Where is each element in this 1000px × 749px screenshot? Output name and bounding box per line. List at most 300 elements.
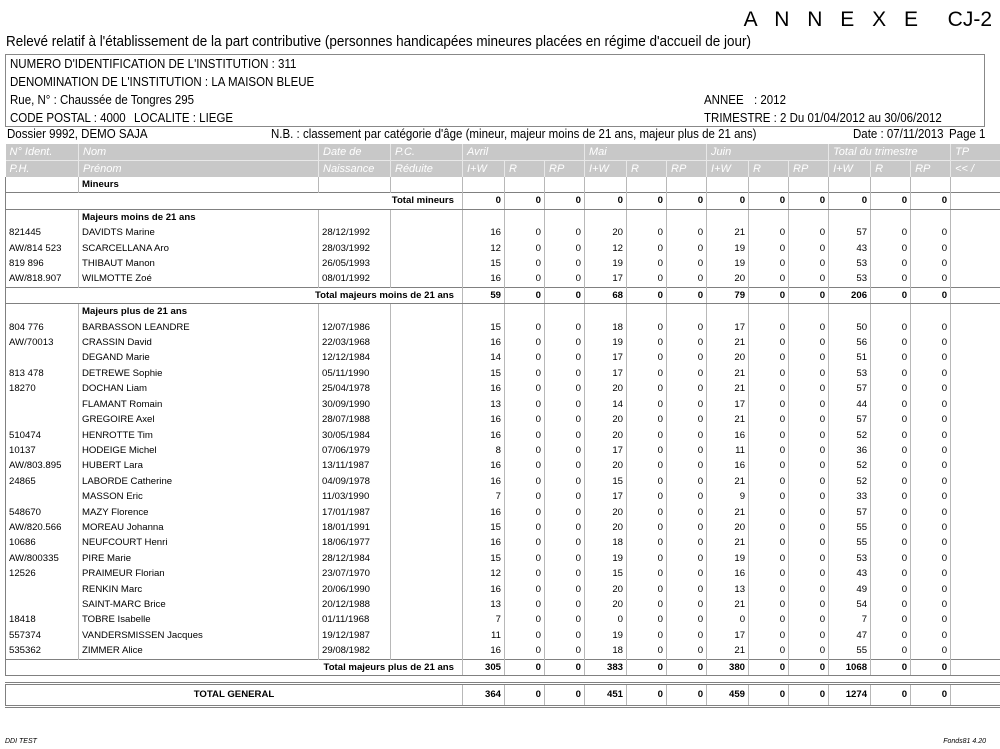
name-cell: NEUFCOURT Henri (79, 535, 319, 550)
value-cell: 0 (871, 412, 911, 427)
value-cell: 16 (463, 505, 505, 520)
table-row (6, 458, 1000, 473)
name-cell: CRASSIN David (79, 335, 319, 350)
value-cell: 0 (871, 397, 911, 412)
value-cell: 0 (545, 225, 585, 240)
value-cell: 19 (707, 241, 749, 256)
value-cell: 14 (463, 350, 505, 365)
ident-cell: 510474 (6, 428, 79, 443)
value-cell: 0 (545, 489, 585, 504)
value-cell: 19 (585, 335, 627, 350)
pc-cell (391, 612, 463, 627)
col-avril-r: R (505, 161, 545, 178)
value-cell: 0 (627, 193, 667, 209)
value-cell: 0 (505, 505, 545, 520)
value-cell: 16 (463, 271, 505, 287)
value-cell: 0 (545, 659, 585, 675)
value-cell: 0 (505, 241, 545, 256)
value-cell: 0 (627, 241, 667, 256)
value-cell: 0 (667, 241, 707, 256)
grand-total-row (6, 684, 1000, 707)
value-cell: 16 (463, 474, 505, 489)
pc-cell (391, 474, 463, 489)
value-cell: 14 (585, 397, 627, 412)
value-cell: 9 (707, 489, 749, 504)
value-cell: 13 (707, 582, 749, 597)
tp-cell (951, 520, 1000, 535)
cell (391, 304, 463, 320)
value-cell: 0 (707, 612, 749, 627)
ident-cell (6, 350, 79, 365)
value-cell: 0 (627, 350, 667, 365)
value-cell: 49 (829, 582, 871, 597)
ident-cell: AW/820.566 (6, 520, 79, 535)
pc-cell (391, 535, 463, 550)
section-title-row (6, 209, 1000, 225)
value-cell: 0 (505, 366, 545, 381)
table-row (6, 566, 1000, 581)
pc-cell (391, 443, 463, 458)
value-cell: 16 (463, 335, 505, 350)
value-cell: 7 (463, 612, 505, 627)
col-mai-rp: RP (667, 161, 707, 178)
value-cell: 0 (789, 597, 829, 612)
value-cell: 21 (707, 505, 749, 520)
value-cell: 0 (545, 428, 585, 443)
value-cell: 0 (871, 659, 911, 675)
name-cell: HUBERT Lara (79, 458, 319, 473)
value-cell: 0 (789, 474, 829, 489)
pc-cell (391, 566, 463, 581)
tp-cell (951, 381, 1000, 396)
value-cell: 0 (749, 535, 789, 550)
value-cell: 0 (505, 381, 545, 396)
value-cell: 0 (911, 350, 951, 365)
value-cell: 0 (667, 458, 707, 473)
value-cell: 0 (545, 566, 585, 581)
value-cell: 0 (911, 381, 951, 396)
value-cell: 0 (627, 412, 667, 427)
subtotal-label: Total majeurs plus de 21 ans (6, 659, 463, 675)
value-cell: 1274 (829, 684, 871, 707)
col-juin: Juin (707, 144, 829, 161)
value-cell: 0 (667, 193, 707, 209)
value-cell: 0 (627, 566, 667, 581)
name-cell: PIRE Marie (79, 551, 319, 566)
value-cell: 0 (667, 628, 707, 643)
value-cell: 0 (749, 597, 789, 612)
tp-cell (951, 551, 1000, 566)
tp-cell (951, 474, 1000, 489)
cell (391, 209, 463, 225)
tp-cell (951, 350, 1000, 365)
value-cell: 0 (667, 474, 707, 489)
cell (911, 304, 951, 320)
cell (789, 209, 829, 225)
ident-cell: 819 896 (6, 256, 79, 271)
pc-cell (391, 505, 463, 520)
table-row (6, 271, 1000, 287)
pc-cell (391, 551, 463, 566)
cell (911, 209, 951, 225)
col-avril-iw: I+W (463, 161, 505, 178)
value-cell: 0 (789, 287, 829, 303)
value-cell: 0 (871, 287, 911, 303)
value-cell: 0 (667, 350, 707, 365)
tp-cell (951, 458, 1000, 473)
table-row (6, 474, 1000, 489)
value-cell: 8 (463, 443, 505, 458)
value-cell: 20 (585, 597, 627, 612)
value-cell: 0 (505, 443, 545, 458)
value-cell: 0 (911, 597, 951, 612)
value-cell: 0 (789, 458, 829, 473)
value-cell: 0 (505, 225, 545, 240)
ident-cell: 821445 (6, 225, 79, 240)
value-cell: 0 (505, 551, 545, 566)
value-cell: 0 (627, 597, 667, 612)
value-cell: 0 (789, 551, 829, 566)
value-cell: 19 (707, 256, 749, 271)
value-cell: 7 (463, 489, 505, 504)
value-cell: 0 (505, 566, 545, 581)
value-cell: 0 (911, 225, 951, 240)
value-cell: 0 (749, 582, 789, 597)
value-cell: 0 (627, 659, 667, 675)
value-cell: 16 (707, 566, 749, 581)
pc-cell (391, 520, 463, 535)
pc-cell (391, 582, 463, 597)
value-cell: 0 (667, 505, 707, 520)
value-cell: 0 (911, 271, 951, 287)
pc-cell (391, 256, 463, 271)
col-juin-r: R (749, 161, 789, 178)
value-cell: 0 (871, 350, 911, 365)
col-total-r: R (871, 161, 911, 178)
cell (749, 209, 789, 225)
value-cell: 0 (627, 271, 667, 287)
value-cell: 21 (707, 535, 749, 550)
value-cell: 0 (627, 520, 667, 535)
tp-cell (951, 489, 1000, 504)
cell (463, 209, 505, 225)
value-cell: 0 (749, 397, 789, 412)
cell (707, 177, 749, 193)
cell (829, 177, 871, 193)
value-cell: 0 (911, 287, 951, 303)
value-cell: 0 (871, 597, 911, 612)
value-cell: 20 (585, 225, 627, 240)
value-cell: 15 (585, 566, 627, 581)
cell (749, 177, 789, 193)
col-total-iw: I+W (829, 161, 871, 178)
value-cell: 16 (463, 643, 505, 659)
value-cell: 0 (871, 366, 911, 381)
value-cell: 0 (505, 350, 545, 365)
value-cell: 0 (911, 684, 951, 707)
page-number: Page 1 (949, 127, 986, 141)
value-cell: 0 (911, 458, 951, 473)
value-cell: 0 (749, 320, 789, 335)
value-cell: 0 (667, 659, 707, 675)
tp-cell (951, 535, 1000, 550)
dob-cell: 18/01/1991 (319, 520, 391, 535)
value-cell: 0 (505, 320, 545, 335)
value-cell: 0 (545, 535, 585, 550)
value-cell: 0 (789, 659, 829, 675)
value-cell: 15 (463, 320, 505, 335)
dob-cell: 23/07/1970 (319, 566, 391, 581)
year-label: ANNEE (704, 93, 744, 107)
value-cell: 50 (829, 320, 871, 335)
tp-cell (951, 628, 1000, 643)
value-cell: 20 (585, 458, 627, 473)
value-cell: 0 (749, 684, 789, 707)
value-cell: 0 (871, 520, 911, 535)
tp-cell (951, 193, 1000, 209)
col-tp-sub: << / (951, 161, 1000, 178)
value-cell: 21 (707, 225, 749, 240)
value-cell: 0 (545, 193, 585, 209)
cell (319, 209, 391, 225)
table-row (6, 350, 1000, 365)
value-cell: 0 (667, 643, 707, 659)
ident-cell: AW/800335 (6, 551, 79, 566)
value-cell: 0 (911, 628, 951, 643)
value-cell: 0 (505, 612, 545, 627)
value-cell: 12 (463, 241, 505, 256)
tp-cell (951, 428, 1000, 443)
value-cell: 0 (667, 566, 707, 581)
value-cell: 0 (911, 335, 951, 350)
name-cell: VANDERSMISSEN Jacques (79, 628, 319, 643)
value-cell: 0 (545, 381, 585, 396)
cell (505, 209, 545, 225)
cell (707, 209, 749, 225)
value-cell: 21 (707, 335, 749, 350)
value-cell: 0 (627, 287, 667, 303)
ident-cell: 557374 (6, 628, 79, 643)
dob-cell: 22/03/1968 (319, 335, 391, 350)
ident-cell: AW/814 523 (6, 241, 79, 256)
value-cell: 0 (667, 489, 707, 504)
name-cell: MASSON Eric (79, 489, 319, 504)
value-cell: 11 (463, 628, 505, 643)
value-cell: 0 (871, 335, 911, 350)
pc-cell (391, 366, 463, 381)
footer-left: DDI TEST (5, 738, 37, 745)
value-cell: 79 (707, 287, 749, 303)
spacer-cell (6, 676, 1000, 684)
value-cell: 12 (585, 241, 627, 256)
value-cell: 53 (829, 551, 871, 566)
value-cell: 0 (545, 397, 585, 412)
value-cell: 44 (829, 397, 871, 412)
value-cell: 0 (789, 612, 829, 627)
cell (951, 304, 1000, 320)
report-title: Relevé relatif à l'établissement de la part contributive (personnes handicapées mineures placées en régime d'accueil de jour) (6, 34, 751, 50)
table-body (6, 177, 1000, 707)
table-row (6, 628, 1000, 643)
value-cell: 0 (789, 582, 829, 597)
value-cell: 0 (789, 428, 829, 443)
value-cell: 0 (911, 366, 951, 381)
value-cell: 0 (789, 535, 829, 550)
dob-cell: 20/06/1990 (319, 582, 391, 597)
value-cell: 0 (911, 412, 951, 427)
ident-cell: 535362 (6, 643, 79, 659)
pc-cell (391, 241, 463, 256)
section-title: Mineurs (79, 177, 319, 193)
section-title-row (6, 177, 1000, 193)
value-cell: 15 (463, 366, 505, 381)
value-cell: 18 (585, 320, 627, 335)
col-mai: Mai (585, 144, 707, 161)
dob-cell: 01/11/1968 (319, 612, 391, 627)
value-cell: 1068 (829, 659, 871, 675)
cell (627, 209, 667, 225)
value-cell: 15 (585, 474, 627, 489)
value-cell: 51 (829, 350, 871, 365)
cell (871, 304, 911, 320)
value-cell: 15 (463, 551, 505, 566)
name-cell: DEGAND Marie (79, 350, 319, 365)
pc-cell (391, 458, 463, 473)
ident-cell: AW/70013 (6, 335, 79, 350)
value-cell: 0 (749, 335, 789, 350)
value-cell: 0 (911, 520, 951, 535)
tp-cell (951, 271, 1000, 287)
name-cell: LABORDE Catherine (79, 474, 319, 489)
value-cell: 0 (911, 612, 951, 627)
dob-cell: 08/01/1992 (319, 271, 391, 287)
tp-cell (951, 643, 1000, 659)
cell (829, 209, 871, 225)
pc-cell (391, 335, 463, 350)
col-ph: P.H. (6, 161, 79, 178)
value-cell: 0 (627, 256, 667, 271)
value-cell: 19 (707, 551, 749, 566)
pc-cell (391, 489, 463, 504)
cell (707, 304, 749, 320)
report-header-line (5, 127, 985, 143)
name-cell: TOBRE Isabelle (79, 612, 319, 627)
ident-cell: 548670 (6, 505, 79, 520)
value-cell: 0 (911, 397, 951, 412)
value-cell: 0 (911, 643, 951, 659)
value-cell: 0 (871, 684, 911, 707)
table-header-row-1 (6, 144, 1000, 161)
name-cell: PRAIMEUR Florian (79, 566, 319, 581)
cell (627, 304, 667, 320)
value-cell: 59 (463, 287, 505, 303)
value-cell: 0 (789, 256, 829, 271)
name-cell: WILMOTTE Zoé (79, 271, 319, 287)
dob-cell: 29/08/1982 (319, 643, 391, 659)
cell (545, 304, 585, 320)
value-cell: 53 (829, 366, 871, 381)
value-cell: 0 (627, 551, 667, 566)
value-cell: 0 (667, 335, 707, 350)
value-cell: 12 (463, 566, 505, 581)
value-cell: 0 (911, 443, 951, 458)
dob-cell: 28/03/1992 (319, 241, 391, 256)
pc-cell (391, 412, 463, 427)
value-cell: 20 (585, 381, 627, 396)
ident-cell (6, 582, 79, 597)
value-cell: 0 (789, 489, 829, 504)
annexe-code: A N N E X E CJ-2 (743, 8, 992, 31)
value-cell: 17 (585, 366, 627, 381)
name-cell: HENROTTE Tim (79, 428, 319, 443)
value-cell: 53 (829, 256, 871, 271)
value-cell: 20 (585, 428, 627, 443)
cell (585, 177, 627, 193)
ident-cell: 10137 (6, 443, 79, 458)
value-cell: 16 (463, 428, 505, 443)
value-cell: 0 (911, 474, 951, 489)
dob-cell: 11/03/1990 (319, 489, 391, 504)
value-cell: 0 (545, 350, 585, 365)
value-cell: 17 (585, 271, 627, 287)
value-cell: 0 (667, 582, 707, 597)
value-cell: 0 (789, 643, 829, 659)
cell (505, 304, 545, 320)
cell (951, 209, 1000, 225)
value-cell: 13 (463, 397, 505, 412)
cell (319, 177, 391, 193)
ident-cell: 24865 (6, 474, 79, 489)
value-cell: 0 (749, 474, 789, 489)
table-row (6, 443, 1000, 458)
value-cell: 0 (749, 505, 789, 520)
value-cell: 364 (463, 684, 505, 707)
dob-cell: 17/01/1987 (319, 505, 391, 520)
cell (6, 177, 79, 193)
value-cell: 16 (463, 381, 505, 396)
value-cell: 0 (749, 428, 789, 443)
value-cell: 0 (505, 287, 545, 303)
value-cell: 43 (829, 241, 871, 256)
ident-cell: AW/818.907 (6, 271, 79, 287)
value-cell: 54 (829, 597, 871, 612)
value-cell: 0 (627, 366, 667, 381)
col-juin-rp: RP (789, 161, 829, 178)
name-cell: HODEIGE Michel (79, 443, 319, 458)
value-cell: 0 (545, 551, 585, 566)
value-cell: 20 (585, 505, 627, 520)
name-cell: MOREAU Johanna (79, 520, 319, 535)
tp-cell (951, 366, 1000, 381)
col-juin-iw: I+W (707, 161, 749, 178)
value-cell: 0 (505, 684, 545, 707)
value-cell: 0 (627, 489, 667, 504)
cell (463, 177, 505, 193)
value-cell: 0 (749, 489, 789, 504)
col-mai-iw: I+W (585, 161, 627, 178)
value-cell: 0 (749, 659, 789, 675)
pc-cell (391, 397, 463, 412)
ident-cell: 813 478 (6, 366, 79, 381)
name-cell: FLAMANT Romain (79, 397, 319, 412)
value-cell: 0 (871, 241, 911, 256)
value-cell: 57 (829, 381, 871, 396)
cell (911, 177, 951, 193)
dob-cell: 28/07/1988 (319, 412, 391, 427)
tp-cell (951, 443, 1000, 458)
tp-cell (951, 412, 1000, 427)
value-cell: 0 (789, 505, 829, 520)
